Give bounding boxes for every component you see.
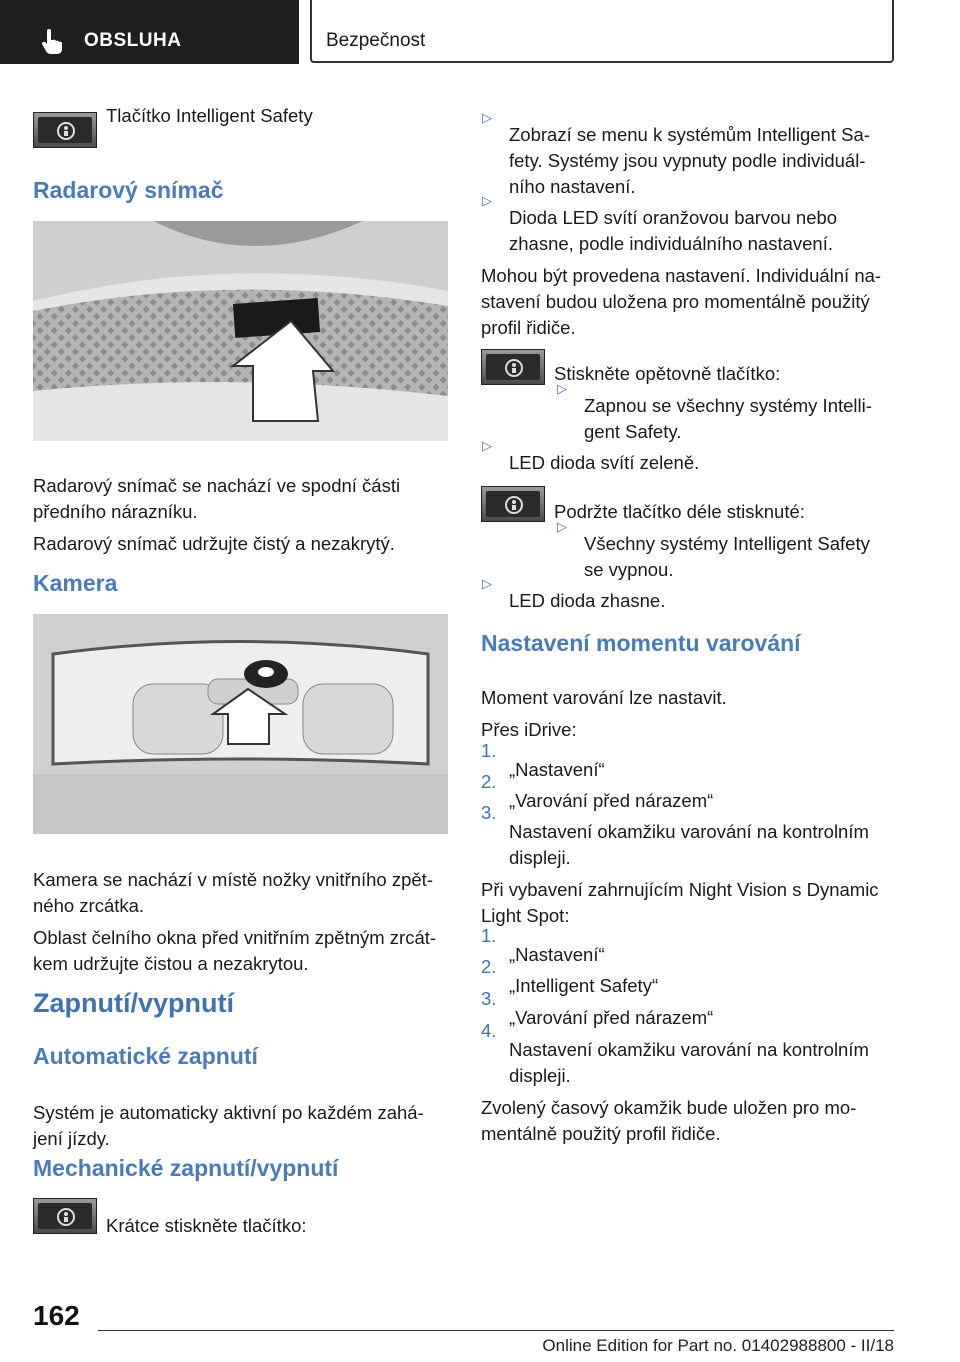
- list1-item-2: „Varování před nárazem“: [509, 789, 714, 811]
- sub1-line1: Zapnou se všechny systémy Intelli‐: [584, 394, 872, 416]
- bullet-icon: ▷: [482, 438, 492, 453]
- list1-number-3: 3.: [481, 802, 497, 823]
- nv-line2: Light Spot:: [481, 904, 570, 926]
- sub1-line2: gent Safety.: [584, 420, 682, 442]
- camera-text-line1: Kamera se nachází v místě nožky vnitřního zpět‐: [33, 868, 433, 890]
- hold-long-caption: Podržte tlačítko déle stisknuté:: [554, 500, 805, 522]
- para1-line3: profil řidiče.: [481, 316, 576, 338]
- auto-text-line1: Systém je automaticky aktivní po každém zahá‐: [33, 1101, 424, 1123]
- bullet-icon: ▷: [482, 110, 492, 125]
- bullet3: LED dioda svítí zeleně.: [509, 451, 700, 473]
- list2-number-1: 1.: [481, 925, 497, 946]
- bullet1-line3: ního nastavení.: [509, 175, 636, 197]
- hand-pointer-icon: [38, 28, 66, 56]
- para1-line1: Mohou být provedena nastavení. Individuální na‐: [481, 264, 882, 286]
- list1-item-1: „Nastavení“: [509, 758, 605, 780]
- list2-item-3: „Varování před nárazem“: [509, 1006, 714, 1028]
- camera-text-line3: Oblast čelního okna před vnitřním zpětným zrcát‐: [33, 926, 437, 948]
- radar-text-line2: předního nárazníku.: [33, 500, 198, 522]
- list1-item-3: Nastavení okamžiku varování na kontrolním: [509, 820, 869, 842]
- header-tab-label: OBSLUHA: [84, 30, 182, 51]
- list2-item-4-cont: displeji.: [509, 1064, 571, 1086]
- bullet4: LED dioda zhasne.: [509, 589, 666, 611]
- warn-text: Moment varování lze nastavit.: [481, 686, 727, 708]
- manual-caption: Krátce stiskněte tlačítko:: [106, 1214, 307, 1236]
- list2-item-2: „Intelligent Safety“: [509, 974, 659, 996]
- auto-heading: Automatické zapnutí: [33, 1043, 258, 1069]
- idrive-text: Přes iDrive:: [481, 718, 577, 740]
- sub2-line2: se vypnou.: [584, 558, 674, 580]
- camera-text-line2: ného zrcátka.: [33, 894, 145, 916]
- radar-text-line1: Radarový snímač se nachází ve spodní části: [33, 474, 401, 496]
- bullet-icon: ▷: [482, 193, 492, 208]
- bullet-icon: ▷: [557, 381, 567, 396]
- onoff-heading: Zapnutí/vypnutí: [33, 988, 234, 1018]
- radar-sensor-photo: [33, 221, 448, 441]
- list2-number-4: 4.: [481, 1020, 497, 1041]
- sub2-line1: Všechny systémy Intelligent Safety: [584, 532, 870, 554]
- list2-item-4: Nastavení okamžiku varování na kontrolním: [509, 1038, 869, 1060]
- bullet2-line2: zhasne, podle individuálního nastavení.: [509, 232, 833, 254]
- list2-item-1: „Nastavení“: [509, 943, 605, 965]
- auto-text-line2: jení jízdy.: [33, 1127, 110, 1149]
- footer-edition: Online Edition for Part no. 01402988800 - II/18: [542, 1336, 894, 1355]
- final-line2: mentálně použitý profil řidiče.: [481, 1122, 721, 1144]
- list1-item-3-cont: displeji.: [509, 846, 571, 868]
- list2-number-3: 3.: [481, 988, 497, 1009]
- header-section-frame: [310, 0, 894, 63]
- camera-photo: [33, 614, 448, 834]
- intelligent-safety-button-icon: [481, 349, 545, 385]
- press-again-caption: Stiskněte opětovně tlačítko:: [554, 362, 781, 384]
- camera-heading: Kamera: [33, 570, 118, 596]
- camera-text-line4: kem udržujte čistou a nezakrytou.: [33, 952, 309, 974]
- radar-text-line3: Radarový snímač udržujte čistý a nezakrytý.: [33, 532, 395, 554]
- radar-heading: Radarový snímač: [33, 177, 224, 203]
- header-tab: [0, 0, 299, 64]
- para1-line2: stavení budou uložena pro momentálně použitý: [481, 290, 870, 312]
- bullet-icon: ▷: [557, 519, 567, 534]
- page-number: 162: [33, 1300, 80, 1331]
- bullet2-line1: Dioda LED svítí oranžovou barvou nebo: [509, 206, 838, 228]
- intelligent-safety-button-icon: [33, 1198, 97, 1234]
- intelligent-safety-button-icon: [481, 486, 545, 522]
- bullet1-line1: Zobrazí se menu k systémům Intelligent Sa‐: [509, 123, 870, 145]
- bullet-icon: ▷: [482, 576, 492, 591]
- list2-number-2: 2.: [481, 956, 497, 977]
- header-section-title: Bezpečnost: [326, 30, 426, 51]
- list1-number-2: 2.: [481, 771, 497, 792]
- button-caption: Tlačítko Intelligent Safety: [106, 105, 313, 126]
- bullet1-line2: fety. Systémy jsou vypnuty podle individuál‐: [509, 149, 866, 171]
- list1-number-1: 1.: [481, 740, 497, 761]
- final-line1: Zvolený časový okamžik bude uložen pro mo‐: [481, 1096, 857, 1118]
- footer-divider: [98, 1330, 894, 1331]
- manual-heading: Mechanické zapnutí/vypnutí: [33, 1155, 339, 1181]
- intelligent-safety-button-icon: [33, 112, 97, 148]
- nv-line1: Při vybavení zahrnujícím Night Vision s Dynamic: [481, 878, 879, 900]
- warn-heading: Nastavení momentu varování: [481, 630, 801, 656]
